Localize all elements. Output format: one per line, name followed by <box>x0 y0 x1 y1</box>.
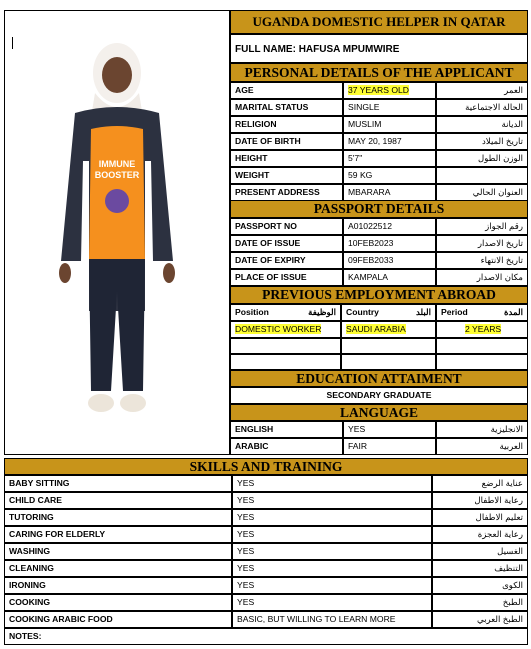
section-personal: PERSONAL DETAILS OF THE APPLICANT <box>230 63 528 82</box>
row-label: DATE OF EXPIRY <box>230 252 343 269</box>
row-label: HEIGHT <box>230 150 343 167</box>
row-value: FAIR <box>343 438 436 455</box>
employment-empty-cell <box>341 338 436 354</box>
row-arabic-label: الحالة الاجتماعية <box>436 99 528 116</box>
row-value: SINGLE <box>343 99 436 116</box>
employment-position: DOMESTIC WORKER <box>230 321 341 338</box>
applicant-photo-figure <box>5 11 229 454</box>
section-language: LANGUAGE <box>230 404 528 421</box>
row-value: YES <box>232 577 432 594</box>
employment-empty-cell <box>436 354 528 370</box>
row-label: DATE OF ISSUE <box>230 235 343 252</box>
employment-country: SAUDI ARABIA <box>341 321 436 338</box>
applicant-photo <box>4 10 230 455</box>
row-arabic-label: الطبخ العربي <box>432 611 528 628</box>
row-value: YES <box>232 594 432 611</box>
row-arabic-label: الطبخ <box>432 594 528 611</box>
row-label: RELIGION <box>230 116 343 133</box>
employment-empty-cell <box>230 354 341 370</box>
row-label: WEIGHT <box>230 167 343 184</box>
row-arabic-label: مكان الاصدار <box>436 269 528 286</box>
row-label: CARING FOR ELDERLY <box>4 526 232 543</box>
row-arabic-label: الديانة <box>436 116 528 133</box>
row-label: DATE OF BIRTH <box>230 133 343 150</box>
row-value: YES <box>343 421 436 438</box>
row-label: IRONING <box>4 577 232 594</box>
row-value: YES <box>232 492 432 509</box>
row-label: PASSPORT NO <box>230 218 343 235</box>
row-value: MBARARA <box>343 184 436 201</box>
row-label: MARITAL STATUS <box>230 99 343 116</box>
row-arabic-label: الكوى <box>432 577 528 594</box>
row-value: 59 KG <box>343 167 436 184</box>
employment-empty-cell <box>436 338 528 354</box>
row-label: ARABIC <box>230 438 343 455</box>
row-arabic-label: تاريخ الميلاد <box>436 133 528 150</box>
section-passport: PASSPORT DETAILS <box>230 200 528 218</box>
notes-label: NOTES: <box>4 628 528 645</box>
row-value: A01022512 <box>343 218 436 235</box>
row-label: COOKING <box>4 594 232 611</box>
row-value: YES <box>232 526 432 543</box>
employment-empty-cell <box>230 338 341 354</box>
row-value: KAMPALA <box>343 269 436 286</box>
row-value: BASIC, BUT WILLING TO LEARN MORE <box>232 611 432 628</box>
row-arabic-label: عناية الرضع <box>432 475 528 492</box>
row-arabic-label: رعاية العجزة <box>432 526 528 543</box>
row-value: MUSLIM <box>343 116 436 133</box>
row-label: CHILD CARE <box>4 492 232 509</box>
row-label: TUTORING <box>4 509 232 526</box>
row-label: WASHING <box>4 543 232 560</box>
row-value: YES <box>232 543 432 560</box>
row-value: 37 YEARS OLD <box>343 82 436 99</box>
employment-period: 2 YEARS <box>436 321 528 338</box>
education-value: SECONDARY GRADUATE <box>230 387 528 404</box>
row-arabic-label: تعليم الاطفال <box>432 509 528 526</box>
row-arabic-label: رقم الجواز <box>436 218 528 235</box>
employment-header-position: Position الوظيفة <box>230 304 341 321</box>
section-education: EDUCATION ATTAIMENT <box>230 370 528 387</box>
row-label: COOKING ARABIC FOOD <box>4 611 232 628</box>
row-label: PLACE OF ISSUE <box>230 269 343 286</box>
row-arabic-label: الغسيل <box>432 543 528 560</box>
row-label: CLEANING <box>4 560 232 577</box>
row-label: BABY SITTING <box>4 475 232 492</box>
row-value: YES <box>232 475 432 492</box>
full-name: FULL NAME: HAFUSA MPUMWIRE <box>230 34 528 63</box>
row-arabic-label: رعاية الاطفال <box>432 492 528 509</box>
row-value: MAY 20, 1987 <box>343 133 436 150</box>
row-arabic-label: العربية <box>436 438 528 455</box>
row-arabic-label: الوزن الطول <box>436 150 528 167</box>
row-value: YES <box>232 560 432 577</box>
row-arabic-label: الانجليزية <box>436 421 528 438</box>
page-title: UGANDA DOMESTIC HELPER IN QATAR <box>230 10 528 34</box>
row-label: PRESENT ADDRESS <box>230 184 343 201</box>
row-value: YES <box>232 509 432 526</box>
shirt-print <box>95 159 140 180</box>
employment-header-period: Period المدة <box>436 304 528 321</box>
row-arabic-label: تاريخ الاصدار <box>436 235 528 252</box>
row-arabic-label: العنوان الحالي <box>436 184 528 201</box>
row-value: 5'7" <box>343 150 436 167</box>
shirt-text-line1: IMMUNE <box>98 159 136 169</box>
row-label: AGE <box>230 82 343 99</box>
row-label: ENGLISH <box>230 421 343 438</box>
shirt-text-line2: BOOSTER <box>94 170 140 180</box>
section-employment: PREVIOUS EMPLOYMENT ABROAD <box>230 286 528 304</box>
row-arabic-label: تاريخ الانتهاء <box>436 252 528 269</box>
row-arabic-label: التنظيف <box>432 560 528 577</box>
employment-header-country: Country البلد <box>341 304 436 321</box>
employment-empty-cell <box>341 354 436 370</box>
row-value: 09FEB2033 <box>343 252 436 269</box>
row-value: 10FEB2023 <box>343 235 436 252</box>
section-skills: SKILLS AND TRAINING <box>4 458 528 475</box>
row-arabic-label <box>436 167 528 184</box>
row-arabic-label: العمر <box>436 82 528 99</box>
